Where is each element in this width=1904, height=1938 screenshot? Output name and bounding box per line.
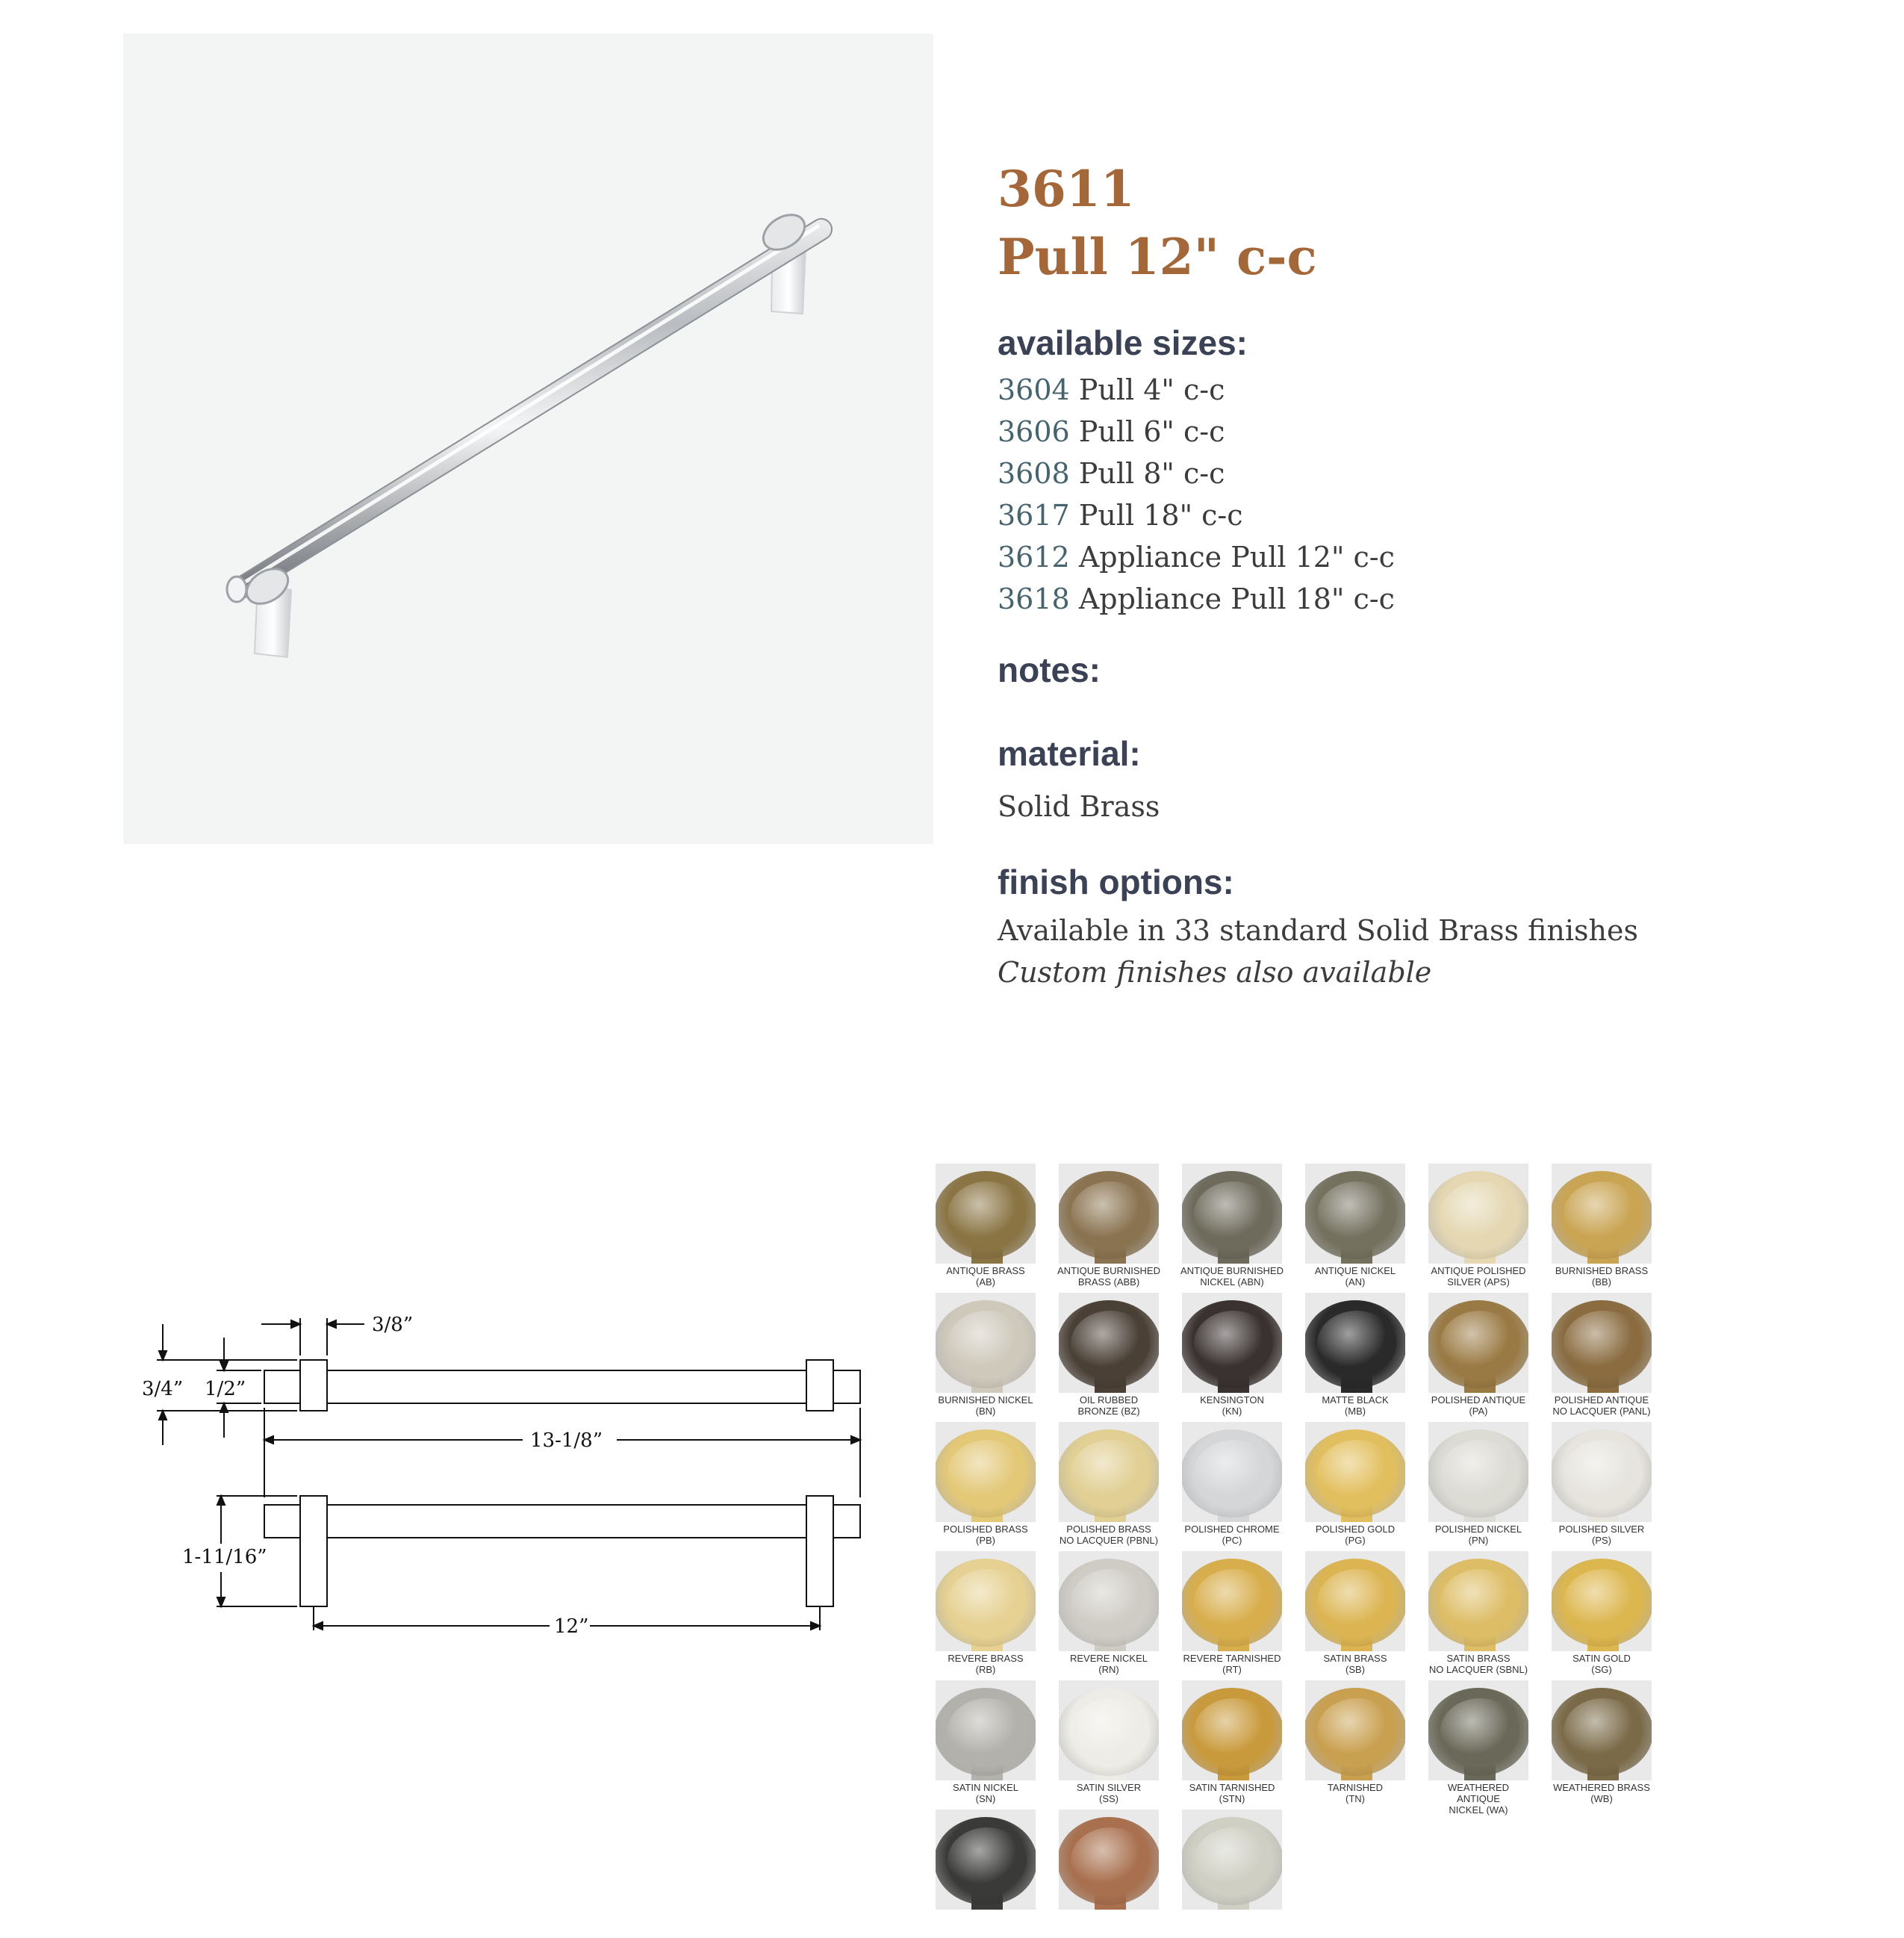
finish-knob-image: [936, 1422, 1036, 1522]
finish-swatch-label: [1180, 1653, 1284, 1675]
finish-name: REVERE BRASS: [948, 1653, 1024, 1664]
size-item[interactable]: [998, 578, 1856, 620]
finish-knob-image: [936, 1680, 1036, 1780]
finish-swatch-label: [1426, 1653, 1531, 1675]
finish-name: BURNISHED BRASS: [1555, 1265, 1649, 1276]
finish-knob-image: [1552, 1551, 1652, 1651]
finish-name: SATIN GOLD: [1572, 1653, 1631, 1664]
size-name: Pull 8" c-c: [1078, 457, 1225, 490]
finish-code: (PA): [1469, 1406, 1488, 1417]
size-item[interactable]: [998, 411, 1856, 453]
finish-knob-image: [1059, 1810, 1159, 1910]
finish-knob-image: [1182, 1164, 1282, 1264]
finish-code: (KN): [1222, 1406, 1242, 1417]
size-name: Pull 4" c-c: [1078, 373, 1225, 406]
finish-code: BRONZE (BZ): [1077, 1406, 1140, 1417]
finish-swatch-label: [1057, 1524, 1161, 1546]
finish-name: OIL RUBBED: [1079, 1394, 1139, 1406]
finish-name: POLISHED GOLD: [1315, 1524, 1396, 1535]
finish-name: POLISHED ANTIQUE: [1431, 1394, 1526, 1406]
finish-code: (BN): [975, 1406, 996, 1417]
finish-swatch[interactable]: [933, 1551, 1038, 1680]
finish-name: POLISHED BRASS: [1066, 1524, 1151, 1535]
finish-swatch-label: [1057, 1653, 1161, 1675]
finish-swatch-label: [1057, 1394, 1161, 1417]
finish-code: NO LACQUER (PANL): [1552, 1406, 1651, 1417]
finish-knob-image: [1182, 1293, 1282, 1393]
finish-swatch[interactable]: [1180, 1422, 1284, 1550]
finish-name: POLISHED CHROME: [1184, 1524, 1280, 1535]
finish-swatch[interactable]: [1549, 1680, 1654, 1809]
finish-code: (PC): [1222, 1535, 1242, 1546]
finish-knob-image: [936, 1293, 1036, 1393]
finish-name: POLISHED SILVER: [1558, 1524, 1645, 1535]
finish-name: WEATHERED ANTIQUE: [1447, 1782, 1510, 1804]
finish-name: REVERE TARNISHED: [1183, 1653, 1281, 1664]
finish-knob-image: [1428, 1293, 1528, 1393]
available-sizes-heading: available sizes:: [998, 323, 1248, 362]
finish-swatch[interactable]: [1180, 1680, 1284, 1809]
finish-name: POLISHED BRASS: [943, 1524, 1028, 1535]
finish-swatch[interactable]: [1303, 1422, 1407, 1550]
finish-options-heading: finish options:: [998, 863, 1234, 901]
finish-code: (SB): [1345, 1664, 1365, 1675]
finish-swatch-label: [1303, 1524, 1407, 1546]
finish-swatch[interactable]: [1426, 1551, 1531, 1680]
finish-name: KENSINGTON: [1200, 1394, 1264, 1406]
finish-swatch[interactable]: [1549, 1164, 1654, 1292]
finish-swatch-label: [1180, 1782, 1284, 1804]
finish-code: (AB): [976, 1276, 995, 1288]
pull-handle-image: [123, 34, 933, 844]
size-item[interactable]: [998, 536, 1856, 578]
finish-code: (RT): [1222, 1664, 1242, 1675]
finish-knob-image: [1305, 1422, 1405, 1522]
finish-knob-image: [1305, 1293, 1405, 1393]
finish-swatch-label: [1549, 1524, 1654, 1546]
finish-code: (WB): [1590, 1793, 1613, 1804]
finish-knob-image: [1552, 1422, 1652, 1522]
finish-swatch[interactable]: [1057, 1422, 1161, 1550]
finish-swatch-label: [933, 1782, 1038, 1804]
finish-swatch[interactable]: [933, 1293, 1038, 1421]
finish-name: ANTIQUE BRASS: [946, 1265, 1025, 1276]
finish-swatch[interactable]: [933, 1422, 1038, 1550]
finish-swatch[interactable]: [1426, 1293, 1531, 1421]
finish-knob-image: [1059, 1422, 1159, 1522]
dim-1-2-label: 1/2”: [205, 1378, 246, 1400]
finish-code: (PS): [1592, 1535, 1611, 1546]
material-heading: material:: [998, 734, 1141, 773]
finish-name: SATIN NICKEL: [953, 1782, 1018, 1793]
finish-swatch-label: [1426, 1265, 1531, 1288]
finish-code: (RB): [975, 1664, 996, 1675]
finish-name: POLISHED NICKEL: [1434, 1524, 1522, 1535]
dim-height-label: 1-11/16”: [182, 1546, 267, 1568]
size-code[interactable]: 3617: [998, 499, 1070, 532]
finish-code: (STN): [1219, 1793, 1245, 1804]
finish-code: SILVER (APS): [1447, 1276, 1510, 1288]
finish-swatch-label: [1180, 1394, 1284, 1417]
finish-code: (RN): [1098, 1664, 1119, 1675]
finish-swatch[interactable]: [1426, 1680, 1531, 1816]
finish-knob-image: [1552, 1164, 1652, 1264]
finish-swatch-label: [933, 1653, 1038, 1675]
finish-knob-image: [1552, 1680, 1652, 1780]
finish-knob-image: [1552, 1293, 1652, 1393]
finish-swatch[interactable]: [1180, 1810, 1284, 1938]
finish-swatch[interactable]: [933, 1680, 1038, 1809]
size-code[interactable]: 3604: [998, 373, 1070, 406]
finish-name: BURNISHED NICKEL: [938, 1394, 1033, 1406]
finish-swatch[interactable]: [1303, 1164, 1407, 1292]
finish-code: NO LACQUER (SBNL): [1428, 1664, 1528, 1675]
finish-swatch-label: [933, 1265, 1038, 1288]
finish-code: (PG): [1345, 1535, 1366, 1546]
finish-swatch-label: [1549, 1394, 1654, 1417]
finish-code: NICKEL (WA): [1449, 1804, 1508, 1816]
size-item[interactable]: [998, 494, 1856, 536]
finish-swatch-label: [1303, 1394, 1407, 1417]
finish-swatch[interactable]: [1180, 1164, 1284, 1292]
finish-swatch-label: [1549, 1782, 1654, 1804]
size-name: Pull 18" c-c: [1078, 499, 1243, 532]
finish-swatch[interactable]: [1303, 1551, 1407, 1680]
finish-knob-image: [1059, 1164, 1159, 1264]
finish-knob-image: [936, 1810, 1036, 1910]
finish-name: ANTIQUE NICKEL: [1314, 1265, 1396, 1276]
finish-name: REVERE NICKEL: [1069, 1653, 1148, 1664]
finish-knob-image: [1428, 1164, 1528, 1264]
finish-swatch[interactable]: [1057, 1164, 1161, 1292]
finish-swatch-label: [1426, 1394, 1531, 1417]
finish-swatch-label: [933, 1394, 1038, 1417]
finish-swatch[interactable]: [933, 1810, 1038, 1938]
finish-code: (MB): [1344, 1406, 1366, 1417]
finish-knob-image: [936, 1551, 1036, 1651]
finish-knob-image: [1305, 1164, 1405, 1264]
finish-code: (AN): [1345, 1276, 1366, 1288]
finish-standard-text: Available in 33 standard Solid Brass finishes: [998, 914, 1639, 947]
product-sku: 3611: [998, 160, 1135, 218]
size-item[interactable]: [998, 453, 1856, 494]
finish-swatch-label: [1549, 1265, 1654, 1288]
finish-swatch[interactable]: [1057, 1551, 1161, 1680]
size-name: Appliance Pull 12" c-c: [1078, 541, 1395, 574]
finish-swatch[interactable]: [1057, 1293, 1161, 1421]
finish-name: TARNISHED: [1327, 1782, 1384, 1793]
finish-swatch[interactable]: [1549, 1551, 1654, 1680]
product-photo: [123, 34, 933, 844]
product-info: [998, 157, 1856, 993]
dim-cc-label: 12”: [554, 1615, 589, 1638]
finish-swatch[interactable]: [1057, 1810, 1161, 1938]
finish-name: MATTE BLACK: [1322, 1394, 1389, 1406]
finish-knob-image: [1059, 1680, 1159, 1780]
finish-name: POLISHED ANTIQUE: [1554, 1394, 1649, 1406]
finish-swatch[interactable]: [1057, 1680, 1161, 1809]
finish-swatch-label: [1303, 1782, 1407, 1804]
finish-name: ANTIQUE POLISHED: [1431, 1265, 1526, 1276]
finish-knob-image: [1428, 1680, 1528, 1780]
finish-code: NICKEL (ABN): [1200, 1276, 1264, 1288]
finish-knob-image: [936, 1164, 1036, 1264]
size-name: Appliance Pull 18" c-c: [1078, 583, 1395, 615]
finish-swatch[interactable]: [1180, 1551, 1284, 1680]
finish-name: SATIN TARNISHED: [1189, 1782, 1275, 1793]
finish-knob-image: [1305, 1680, 1405, 1780]
finish-code: (SS): [1099, 1793, 1119, 1804]
finish-name: SATIN SILVER: [1076, 1782, 1142, 1793]
size-code[interactable]: 3618: [998, 583, 1070, 615]
dimension-drawing: [127, 1296, 881, 1654]
finish-name: SATIN BRASS: [1323, 1653, 1387, 1664]
finish-code: (SG): [1591, 1664, 1612, 1675]
notes-heading: notes:: [998, 650, 1101, 689]
finish-swatch-label: [1057, 1782, 1161, 1804]
dim-3-4-label: 3/4”: [142, 1378, 184, 1400]
size-code[interactable]: 3606: [998, 415, 1070, 448]
finish-swatch[interactable]: [1549, 1422, 1654, 1550]
finish-swatch-label: [933, 1524, 1038, 1546]
finish-code: (PN): [1468, 1535, 1489, 1546]
finish-name: ANTIQUE BURNISHED: [1180, 1265, 1284, 1276]
finish-code: (BB): [1592, 1276, 1611, 1288]
sizes-list: [998, 369, 1856, 620]
finish-knob-image: [1305, 1551, 1405, 1651]
finish-code: BRASS (ABB): [1077, 1276, 1140, 1288]
finish-swatch[interactable]: [933, 1164, 1038, 1292]
material-value: Solid Brass: [998, 790, 1160, 823]
finish-custom-text: Custom finishes also available: [998, 956, 1432, 989]
finish-knob-image: [1182, 1422, 1282, 1522]
finish-swatch[interactable]: [1426, 1164, 1531, 1292]
finish-code: (SN): [975, 1793, 996, 1804]
finish-code: NO LACQUER (PBNL): [1059, 1535, 1159, 1546]
size-code[interactable]: 3608: [998, 457, 1070, 490]
finish-swatch[interactable]: [1180, 1293, 1284, 1421]
finish-knob-image: [1182, 1551, 1282, 1651]
size-item[interactable]: [998, 369, 1856, 411]
finish-swatch-label: [1303, 1653, 1407, 1675]
finish-knob-image: [1428, 1551, 1528, 1651]
finish-code: (TN): [1345, 1793, 1365, 1804]
finish-swatch-label: [1549, 1653, 1654, 1675]
finish-knob-image: [1059, 1293, 1159, 1393]
finish-swatch[interactable]: [1303, 1293, 1407, 1421]
finish-code: (PB): [976, 1535, 995, 1546]
finish-swatch[interactable]: [1426, 1422, 1531, 1550]
dim-overall-label: 13-1/8”: [530, 1429, 603, 1452]
dim-3-8-label: 3/8”: [372, 1314, 414, 1336]
finish-name: SATIN BRASS: [1446, 1653, 1511, 1664]
size-code[interactable]: 3612: [998, 541, 1070, 574]
finish-knob-image: [1182, 1680, 1282, 1780]
finish-knob-image: [1182, 1810, 1282, 1910]
finish-swatch-label: [1426, 1524, 1531, 1546]
finish-swatch[interactable]: [1549, 1293, 1654, 1421]
finish-swatch-label: [1303, 1265, 1407, 1288]
finish-swatch-label: [1426, 1782, 1531, 1816]
product-name: Pull 12" c-c: [998, 228, 1317, 286]
finish-swatch[interactable]: [1303, 1680, 1407, 1809]
finish-name: WEATHERED BRASS: [1553, 1782, 1650, 1793]
finish-swatch-label: [1180, 1265, 1284, 1288]
finish-swatch-label: [1180, 1524, 1284, 1546]
finish-knob-image: [1059, 1551, 1159, 1651]
finish-name: ANTIQUE BURNISHED: [1057, 1265, 1160, 1276]
finish-swatch-label: [1057, 1265, 1161, 1288]
finish-knob-image: [1428, 1422, 1528, 1522]
size-name: Pull 6" c-c: [1078, 415, 1225, 448]
